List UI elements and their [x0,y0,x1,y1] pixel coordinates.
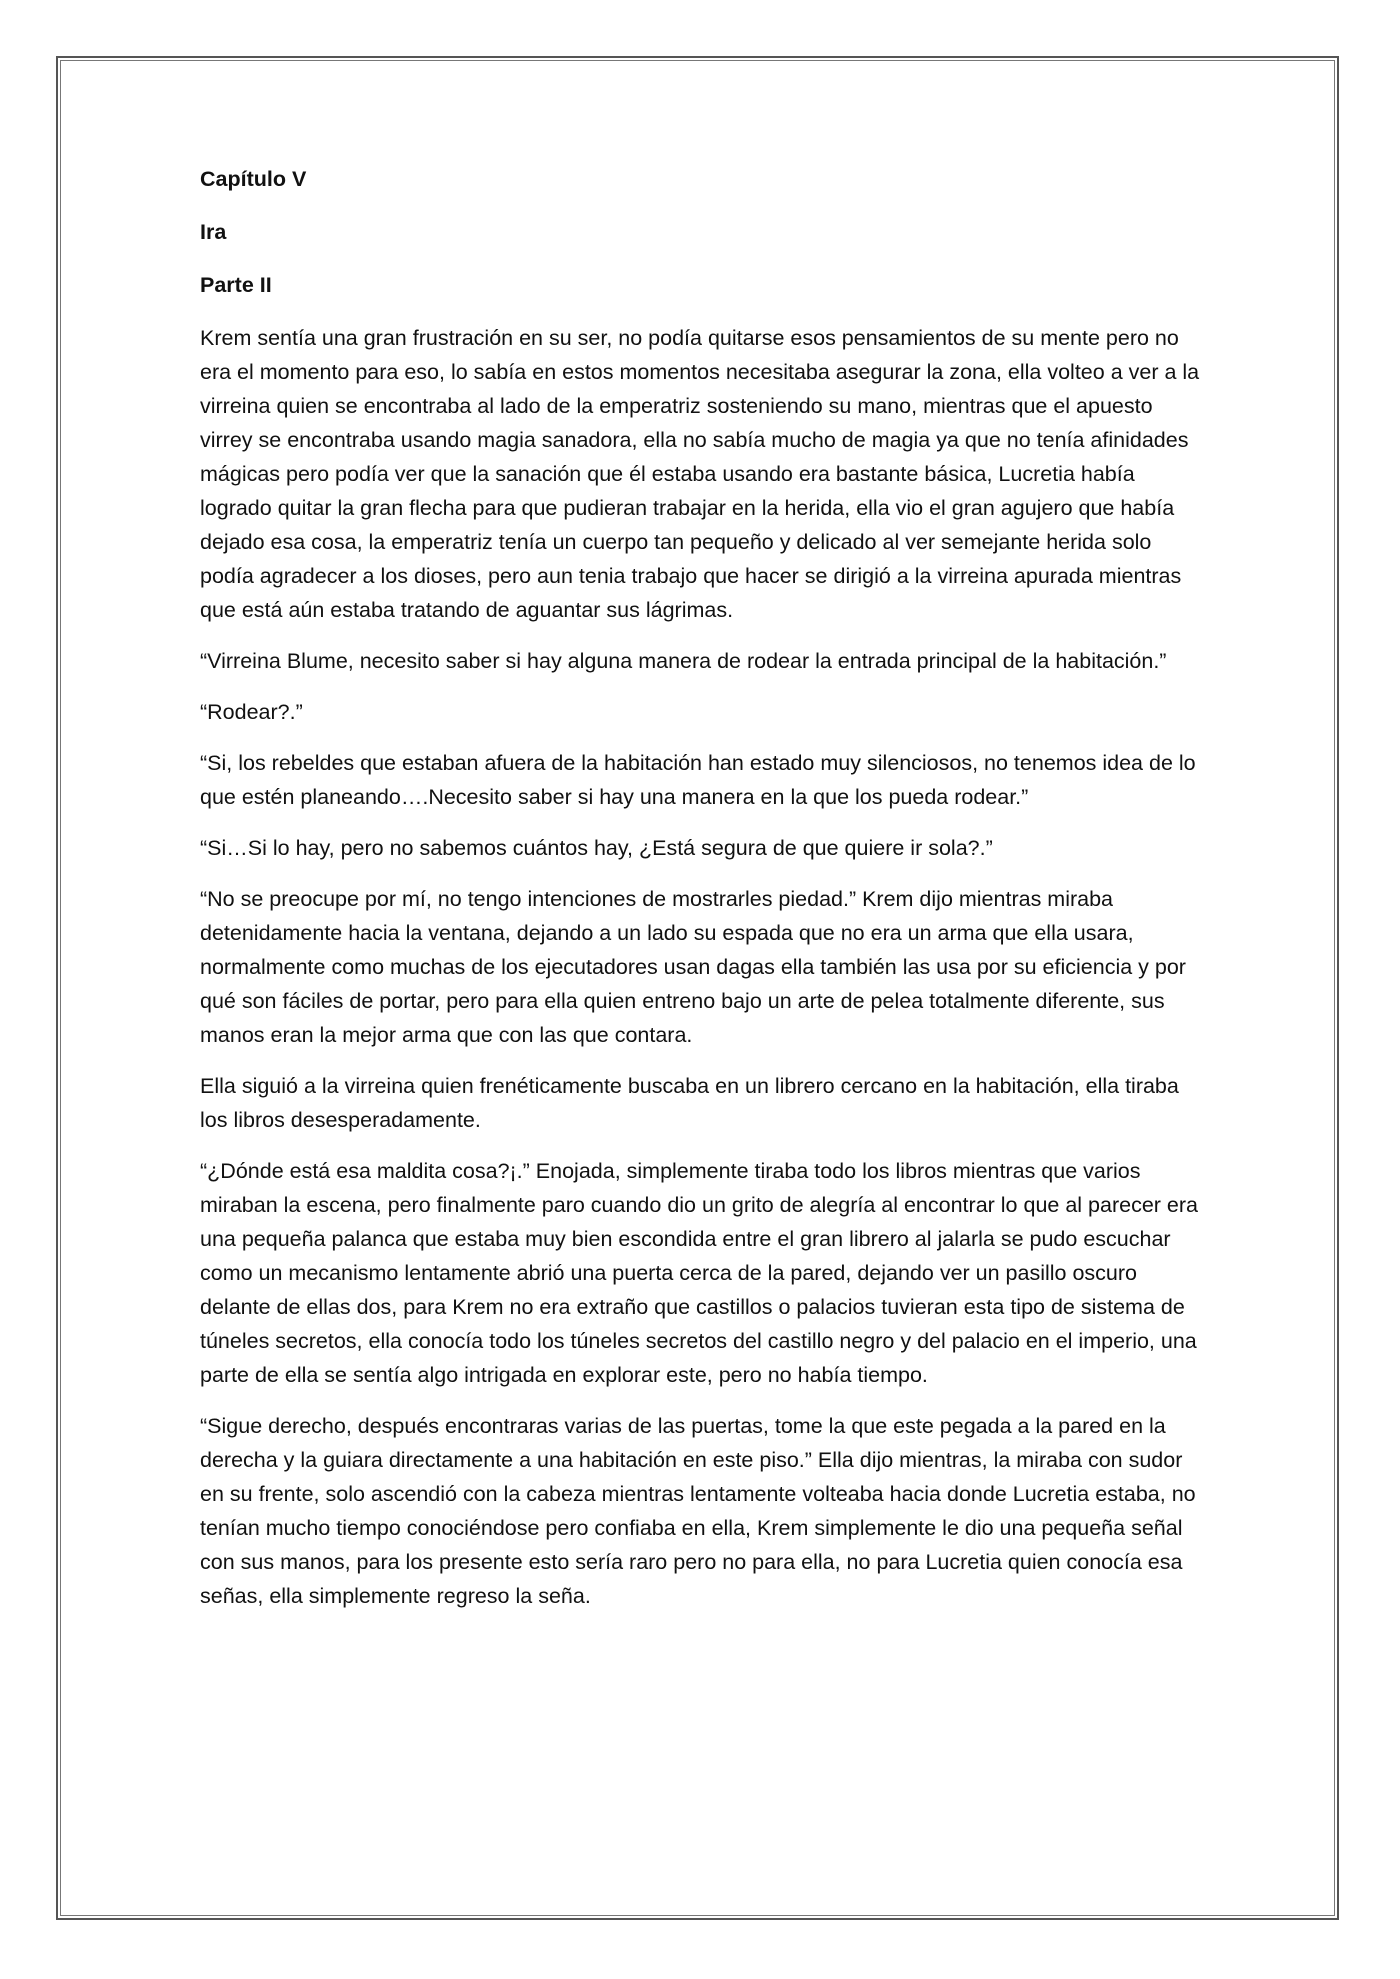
document-body [200,162,1205,1630]
paragraph: “Sigue derecho, después encontraras varias de las puertas, tome la que este pegada a la pared en la derecha y la guiara directamente a una habitación en este piso.” Ella dijo mientras, la miraba con sudor en su frente, solo ascendió con la cabeza mientras lentamente volteaba hacia donde Lucretia estaba, no tenían mucho tiempo conociéndose pero confiaba en ella, Krem simplemente le dio una pequeña señal con sus manos, para los presente esto sería raro pero no para ella, no para Lucretia quien conocía esa señas, ella simplemente regreso la seña. [200,1414,1196,1608]
paragraph: “Si, los rebeldes que estaban afuera de la habitación han estado muy silenciosos, no tenemos idea de lo que estén planeando….Necesito saber si hay una manera en la que los pueda rodear.” [200,751,1196,809]
paragraph: “Virreina Blume, necesito saber si hay alguna manera de rodear la entrada principal de la habitación.” [200,649,1167,673]
part-heading: Parte II [200,273,272,297]
chapter-title: Ira [200,220,227,244]
paragraph: “Si…Si lo hay, pero no sabemos cuántos hay, ¿Está segura de que quiere ir sola?.” [200,836,993,860]
paragraph: “Rodear?.” [200,700,303,724]
chapter-heading: Capítulo V [200,167,307,191]
paragraph: Krem sentía una gran frustración en su ser, no podía quitarse esos pensamientos de su mente pero no era el momento para eso, lo sabía en estos momentos necesitaba asegurar la zona, ella volteo a ver a la virreina quien se encontraba al lado de la emperatriz sosteniendo su mano, mientras que el apuesto virrey se encontraba usando magia sanadora, ella no sabía mucho de magia ya que no tenía afinidades mágicas pero podía ver que la sanación que él estaba usando era bastante básica, Lucretia había logrado quitar la gran flecha para que pudieran trabajar en la herida, ella vio el gran agujero que había dejado esa cosa, la emperatriz tenía un cuerpo tan pequeño y delicado al ver semejante herida solo podía agradecer a los dioses, pero aun tenia trabajo que hacer se dirigió a la virreina apurada mientras que está aún estaba tratando de aguantar sus lágrimas. [200,326,1200,622]
paragraph: “No se preocupe por mí, no tengo intenciones de mostrarles piedad.” Krem dijo mientras miraba detenidamente hacia la ventana, dejando a un lado su espada que no era un arma que ella usara, normalmente como muchas de los ejecutadores usan dagas ella también las usa por su eficiencia y por qué son fáciles de portar, pero para ella quien entreno bajo un arte de pelea totalmente diferente, sus manos eran la mejor arma que con las que contara. [200,887,1186,1047]
paragraph: “¿Dónde está esa maldita cosa?¡.” Enojada, simplemente tiraba todo los libros mientras que varios miraban la escena, pero finalmente paro cuando dio un grito de alegría al encontrar lo que al parecer era una pequeña palanca que estaba muy bien escondida entre el gran librero al jalarla se pudo escuchar como un mecanismo lentamente abrió una puerta cerca de la pared, dejando ver un pasillo oscuro delante de ellas dos, para Krem no era extraño que castillos o palacios tuvieran esta tipo de sistema de túneles secretos, ella conocía todo los túneles secretos del castillo negro y del palacio en el imperio, una parte de ella se sentía algo intrigada en explorar este, pero no había tiempo. [200,1159,1198,1387]
paragraph: Ella siguió a la virreina quien frenéticamente buscaba en un librero cercano en la habitación, ella tiraba los libros desesperadamente. [200,1074,1179,1132]
